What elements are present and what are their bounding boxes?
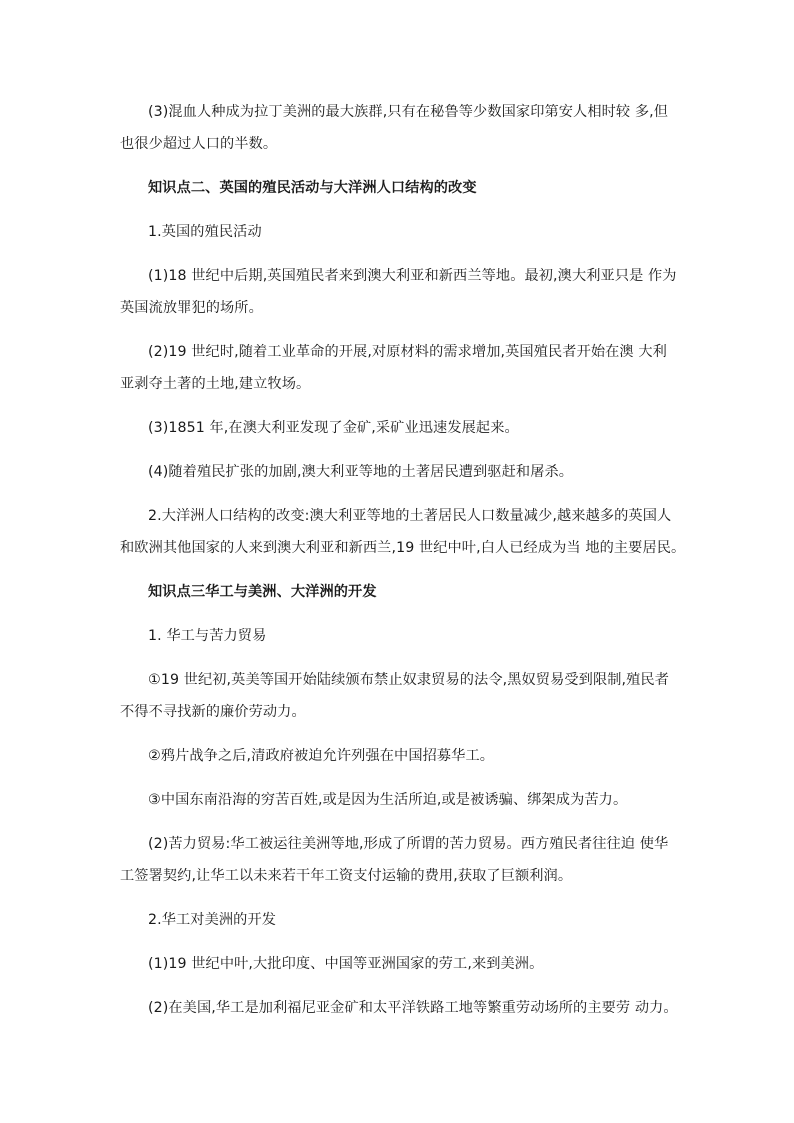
paragraph-line: ②鸦片战争之后,清政府被迫允许列强在中国招募华工。 xyxy=(148,748,495,764)
paragraph-line: 不得不寻找新的廉价劳动力。 xyxy=(120,704,306,720)
paragraph-line: (4)随着殖民扩张的加剧,澳大利亚等地的土著居民遭到驱赶和屠杀。 xyxy=(148,464,574,480)
paragraph-line: (3)混血人种成为拉丁美洲的最大族群,只有在秘鲁等少数国家印第安人相时较 多,但 xyxy=(148,104,669,120)
paragraph-line: (1)18 世纪中后期,英国殖民者来到澳大利亚和新西兰等地。最初,澳大利亚只是 作为 xyxy=(148,268,677,284)
section-heading: 知识点二、英国的殖民活动与大洋洲人口结构的改变 xyxy=(148,180,477,196)
paragraph-line: (2)苦力贸易:华工被运往美洲等地,形成了所谓的苦力贸易。西方殖民者往往迫 使华 xyxy=(148,836,669,852)
section-heading: 知识点三华工与美洲、大洋洲的开发 xyxy=(148,584,377,600)
paragraph-line: 2.大洋洲人口结构的改变:澳大利亚等地的土著居民人口数量减少,越来越多的英国人 xyxy=(148,508,672,524)
paragraph-line: (3)1851 年,在澳大利亚发现了金矿,采矿业迅速发展起来。 xyxy=(148,420,519,436)
paragraph-line: 亚剥夺土著的土地,建立牧场。 xyxy=(120,376,311,392)
subheading: 1. 华工与苦力贸易 xyxy=(148,628,267,644)
subheading: 2.华工对美洲的开发 xyxy=(148,912,277,928)
subheading: 1.英国的殖民活动 xyxy=(148,224,262,240)
paragraph-line: 工签署契约,让华工以未来若干年工资支付运输的费用,获取了巨额利润。 xyxy=(120,868,573,884)
paragraph-line: (1)19 世纪中叶,大批印度、中国等亚洲国家的劳工,来到美洲。 xyxy=(148,956,544,972)
paragraph-line: (2)在美国,华工是加利福尼亚金矿和太平洋铁路工地等繁重劳动场所的主要劳 动力。 xyxy=(148,1000,678,1016)
paragraph-line: 也很少超过人口的半数。 xyxy=(120,136,278,152)
paragraph-line: 和欧洲其他国家的人来到澳大利亚和新西兰,19 世纪中叶,白人已经成为当 地的主要居民。 xyxy=(120,540,686,556)
paragraph-line: 英国流放罪犯的场所。 xyxy=(120,300,263,316)
paragraph-line: ③中国东南沿海的穷苦百姓,或是因为生活所迫,或是被诱骗、绑架成为苦力。 xyxy=(148,792,628,808)
paragraph-line: ①19 世纪初,英美等国开始陆续颁布禁止奴隶贸易的法令,黑奴贸易受到限制,殖民者 xyxy=(148,672,670,688)
paragraph-line: (2)19 世纪时,随着工业革命的开展,对原材料的需求增加,英国殖民者开始在澳 大利 xyxy=(148,344,667,360)
